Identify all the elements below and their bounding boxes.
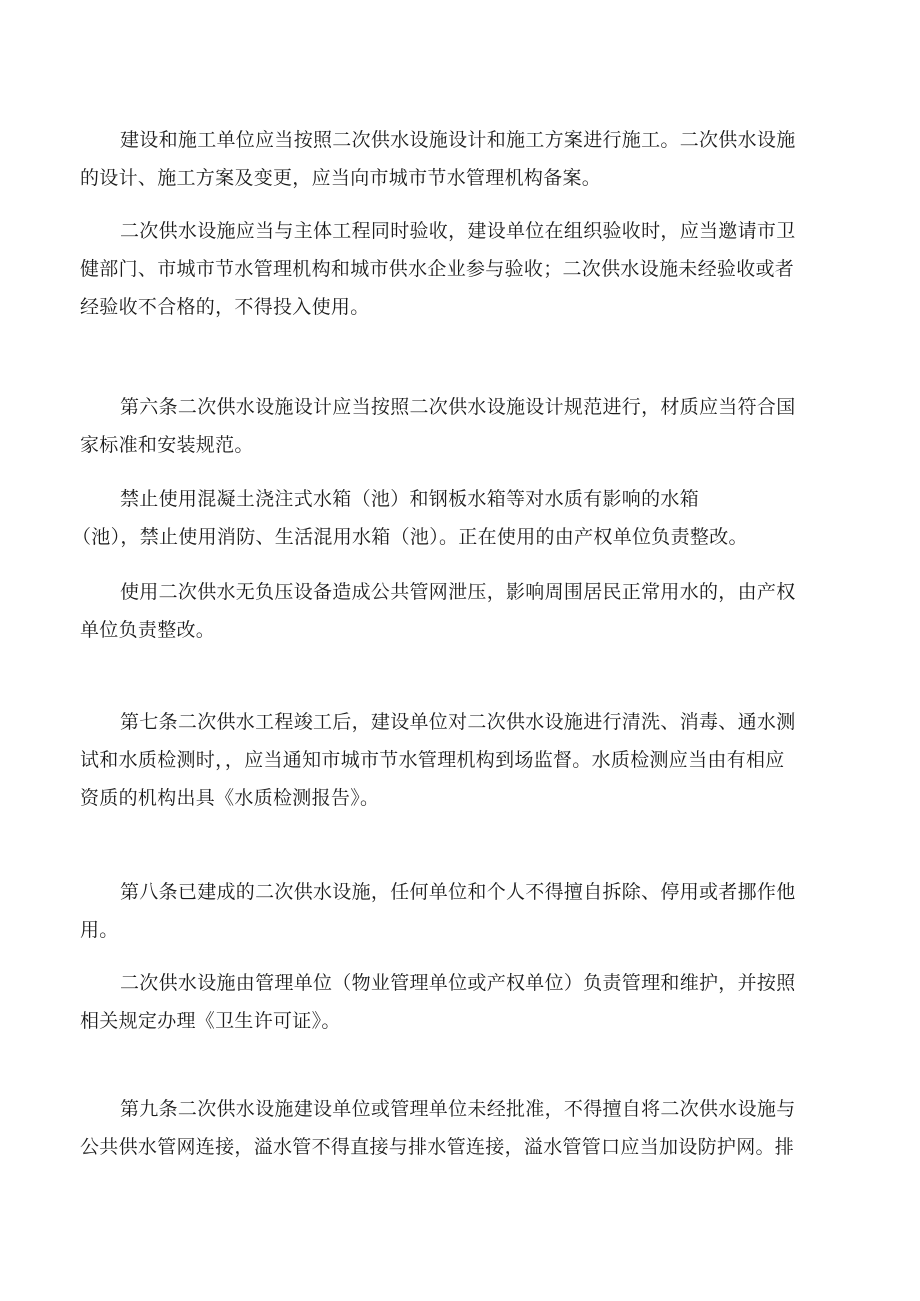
text-line: 的设计、施工方案及变更，应当向市城市节水管理机构备案。 <box>80 167 602 189</box>
text-line: 建设和施工单位应当按照二次供水设施设计和施工方案进行施工。二次供水设施 <box>120 129 796 151</box>
text-line: 相关规定办理《卫生许可证》。 <box>80 1010 341 1032</box>
paragraph-construction-per-design <box>80 121 840 197</box>
text-line: 公共供水管网连接，溢水管不得直接与排水管连接，溢水管管口应当加设防护网。排 <box>80 1136 795 1158</box>
text-line: 单位负责整改。 <box>80 619 216 641</box>
text-line: 第九条二次供水设施建设单位或管理单位未经批准，不得擅自将二次供水设施与 <box>120 1098 796 1120</box>
text-line: 禁止使用混凝土浇注式水箱（池）和钢板水箱等对水质有影响的水箱 <box>120 488 700 510</box>
text-line: 经验收不合格的，不得投入使用。 <box>80 296 370 318</box>
text-line: 家标准和安装规范。 <box>80 434 254 456</box>
text-line: 资质的机构出具《水质检测报告》。 <box>80 787 380 809</box>
paragraph-tank-prohibition <box>72 480 840 556</box>
text-line: 使用二次供水无负压设备造成公共管网泄压，影响周围居民正常用水的，由产权 <box>120 581 796 603</box>
text-line: 试和水质检测时，，应当通知市城市节水管理机构到场监督。水质检测应当由有相应 <box>80 749 785 771</box>
paragraph-article-7 <box>80 703 840 817</box>
text-line: 健部门、市城市节水管理机构和城市供水企业参与验收；二次供水设施未经验收或者 <box>80 258 795 280</box>
text-line: 第八条已建成的二次供水设施，任何单位和个人不得擅自拆除、停用或者挪作他 <box>120 881 796 903</box>
paragraph-management-unit <box>80 964 840 1040</box>
text-line: 二次供水设施由管理单位（物业管理单位或产权单位）负责管理和维护，并按照 <box>120 972 796 994</box>
paragraph-article-6 <box>80 388 840 464</box>
paragraph-article-8 <box>80 873 840 949</box>
text-line: 第七条二次供水工程竣工后，建设单位对二次供水设施进行清洗、消毒、通水测 <box>120 711 796 733</box>
text-line: 第六条二次供水设施设计应当按照二次供水设施设计规范进行，材质应当符合国 <box>120 396 796 418</box>
text-line: 用。 <box>80 919 119 941</box>
text-line: （池），禁止使用消防、生活混用水箱（池）。正在使用的由产权单位负责整改。 <box>72 526 748 548</box>
text-line: 二次供水设施应当与主体工程同时验收，建设单位在组织验收时，应当邀请市卫 <box>120 220 796 242</box>
paragraph-non-negative-pressure <box>80 573 840 649</box>
paragraph-article-9 <box>80 1090 840 1166</box>
paragraph-acceptance <box>80 212 840 326</box>
